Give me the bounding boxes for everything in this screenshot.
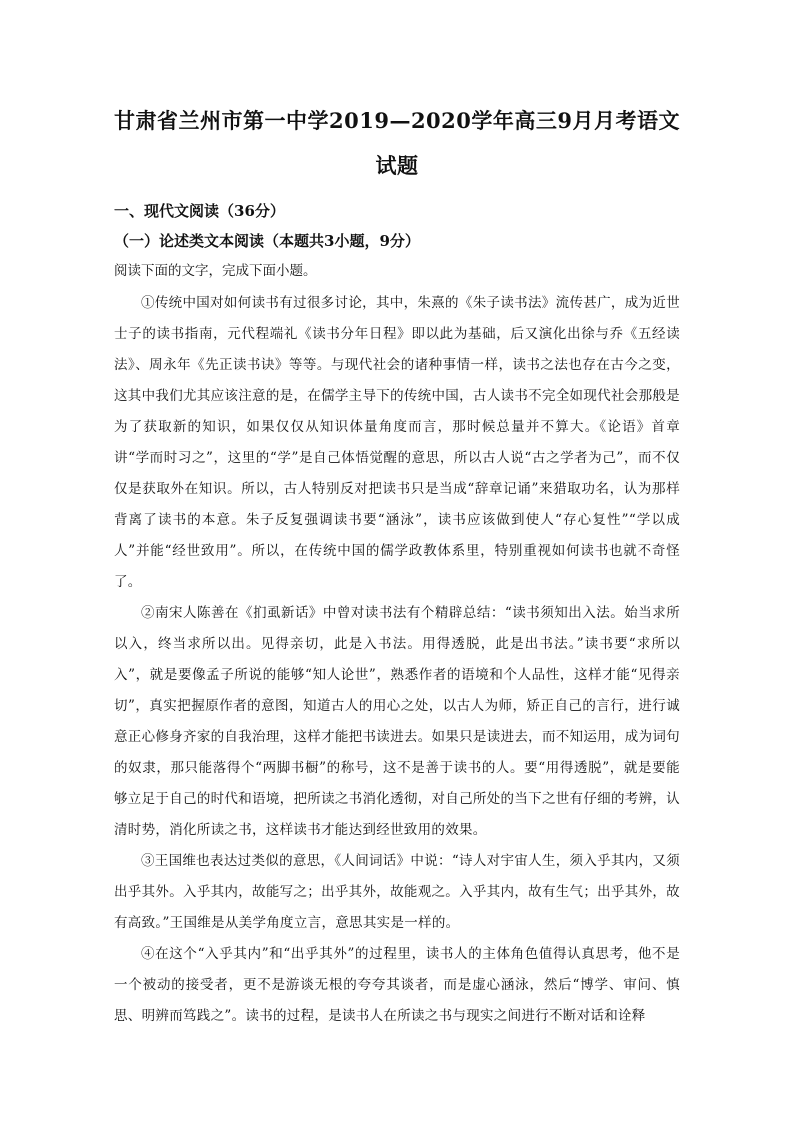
section-heading: 一、现代文阅读（36分） <box>114 202 285 220</box>
passage-paragraph-3: ③王国维也表达过类似的意思，《人间词话》中说：“诗人对宇宙人生，须入乎其内，又须出乎其外。入乎其内，故能写之；出乎其外，故能观之。入乎其内，故有生气；出乎其外，故有高致。”王国维是从美学角度立言，意思其实是一样的。 <box>114 853 680 931</box>
passage-paragraph-4: ④在这个“入乎其内”和“出乎其外”的过程里，读书人的主体角色值得认真思考，他不是一个被动的接受者，更不是游谈无根的夸夸其谈者，而是虚心涵泳，然后“博学、审问、慎思、明辨而笃践之”。读书的过程，是读书人在所读之书与现实之间进行不断对话和诠释 <box>114 946 680 1024</box>
subsection-heading: （一）论述类文本阅读（本题共3小题，9分） <box>114 232 420 250</box>
document-title: 甘肃省兰州市第一中学2019—2020学年高三9月月考语文试题 <box>114 108 681 178</box>
passage-paragraph-1: ①传统中国对如何读书有过很多讨论，其中，朱熹的《朱子读书法》流传甚广，成为近世士子的读书指南，元代程端礼《读书分年日程》即以此为基础，后又演化出徐与乔《五经读法》、周永年《先正读书诀》等等。与现代社会的诸种事情一样，读书之法也存在古今之变，这其中我们尤其应该注意的是，在儒学主导下的传统中国，古人读书不完全如现代社会那般是为了获取新的知识，如果仅仅从知识体量角度而言，那时候总量并不算大。《论语》首章讲“学而时习之”，这里的“学”是自己体悟觉醒的意思，所以古人说“古之学者为己”，而不仅仅是获取外在知识。所以，古人特别反对把读书只是当成“辞章记诵”来猎取功名，认为那样背离了读书的本意。朱子反复强调读书要“涵泳”，读书应该做到使人“存心复性”“学以成人”并能“经世致用”。所以，在传统中国的儒学政教体系里，特别重视如何读书也就不奇怪了。 <box>114 295 680 590</box>
reading-instruction: 阅读下面的文字，完成下面小题。 <box>114 263 317 279</box>
passage-paragraph-2: ②南宋人陈善在《扪虱新话》中曾对读书法有个精辟总结：“读书须知出入法。始当求所以入，终当求所以出。见得亲切，此是入书法。用得透脱，此是出书法。”读书要“求所以入”，就是要像孟子所说的能够“知人论世”，熟悉作者的语境和个人品性，这样才能“见得亲切”，真实把握原作者的意图，知道古人的用心之处，以古人为师，矫正自己的言行，进行诚意正心修身齐家的自我治理，这样才能把书读进去。如果只是读进去，而不知运用，成为词句的奴隶，那只能落得个“两脚书橱”的称号，这不是善于读书的人。要“用得透脱”，就是要能够立足于自己的时代和语境，把所读之书消化透彻，对自己所处的当下之世有仔细的考辨，认清时势，消化所读之书，这样读书才能达到经世致用的效果。 <box>114 605 680 838</box>
